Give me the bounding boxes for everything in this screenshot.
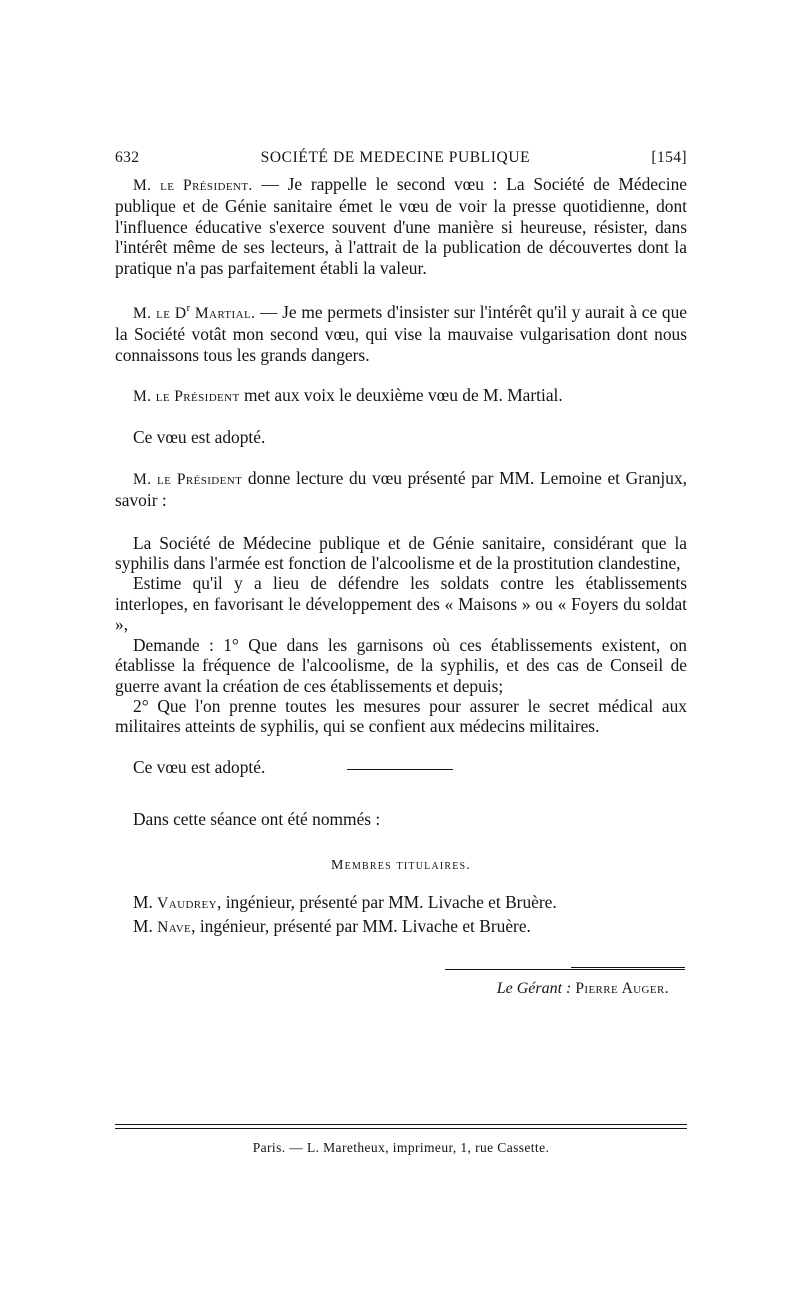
signature-line <box>497 979 669 999</box>
bracket-number: [154] <box>651 149 687 166</box>
signature-name: Pierre Auger. <box>575 979 669 997</box>
paragraph-text: met aux voix le deuxième vœu de M. Martial. <box>239 385 563 406</box>
member-nave: M. Nave, ingénieur, présenté par MM. Livache et Bruère. <box>133 916 531 937</box>
paragraph-text: — Je me permets d'insister sur l'intérêt qu'il y aurait à ce que la Société votât mon second vœu, qui vise la mauvaise vulgarisation dont nous connaissons tous les grands dangers. <box>115 301 687 365</box>
signature-rule-short <box>571 967 685 968</box>
section-rule <box>347 769 453 770</box>
signature-role: Le Gérant : <box>496 979 572 997</box>
imprint: Paris. — L. Maretheux, imprimeur, 1, rue Cassette. <box>252 1140 550 1155</box>
paragraph-adopted-1: Ce vœu est adopté. <box>133 427 266 448</box>
imprint-rule-thin <box>115 1128 687 1129</box>
speaker: M. le Président <box>133 388 240 406</box>
running-title: SOCIÉTÉ DE MEDECINE PUBLIQUE <box>260 149 531 166</box>
imprint-rule <box>115 1124 687 1125</box>
speaker: M. le Président. <box>133 177 253 194</box>
speaker-superscript: r <box>186 302 191 315</box>
voeu-considering: La Société de Médecine publique et de Génie sanitaire, considérant que la syphilis dans l'armée est fonction de l'alcoolisme et de la prostitution clandestine, <box>115 532 687 574</box>
paragraph-martial <box>115 298 687 365</box>
page <box>115 148 687 1155</box>
paragraph-text: — Je rappelle le second vœu : La Société de Médecine publique et de Génie sanitaire émet le vœu de voir la presse quotidienne, dont l'influence éducative s'exerce souvent d'une manière si heureuse, résister, dans l'intérêt même de ses lecteurs, à l'attrait de la publication de découvertes dont la pratique n'a pas parfaitement établi la valeur. <box>115 174 687 278</box>
speaker-prefix: M. le D <box>133 304 187 322</box>
signature-rule <box>445 969 685 970</box>
member-name: Vaudrey <box>157 894 217 912</box>
member-vaudrey: M. Vaudrey, ingénieur, présenté par MM. Livache et Bruère. <box>133 891 557 912</box>
speaker-name: Martial. <box>190 304 256 322</box>
paragraph-text: donne lecture du vœu présenté par MM. Lemoine et Granjux, savoir : <box>115 467 687 511</box>
voeu-demande: Demande : 1° Que dans les garnisons où ces établissements existent, on établisse la fréquence de l'alcoolisme, de la syphilis, et des cas de Conseil de guerre avant la création de ces établissements et depuis; <box>115 634 687 696</box>
signature-block <box>115 969 687 1029</box>
paragraph-president-3 <box>115 468 687 511</box>
voeu-second-point: 2° Que l'on prenne toutes les mesures pour assurer le secret médical aux militaires atteints de syphilis, qui se confient aux médecins militaires. <box>115 695 687 737</box>
members-list <box>115 892 687 939</box>
paragraph-adopted-2: Ce vœu est adopté. <box>133 756 266 777</box>
paragraph-president-2 <box>115 385 687 407</box>
membres-heading: Membres titulaires. <box>330 857 472 873</box>
paragraph-nominations: Dans cette séance ont été nommés : <box>133 809 381 830</box>
running-header <box>115 148 687 170</box>
page-number: 632 <box>115 149 140 166</box>
voeu-estime: Estime qu'il y a lieu de défendre les soldats contre les établissements interlopes, en favorisant le développement des « Maisons » ou « Foyers du soldat », <box>115 573 687 635</box>
member-name: Nave <box>157 919 192 937</box>
speaker: M. le Président <box>133 470 243 488</box>
paragraph-president-1 <box>115 174 687 278</box>
